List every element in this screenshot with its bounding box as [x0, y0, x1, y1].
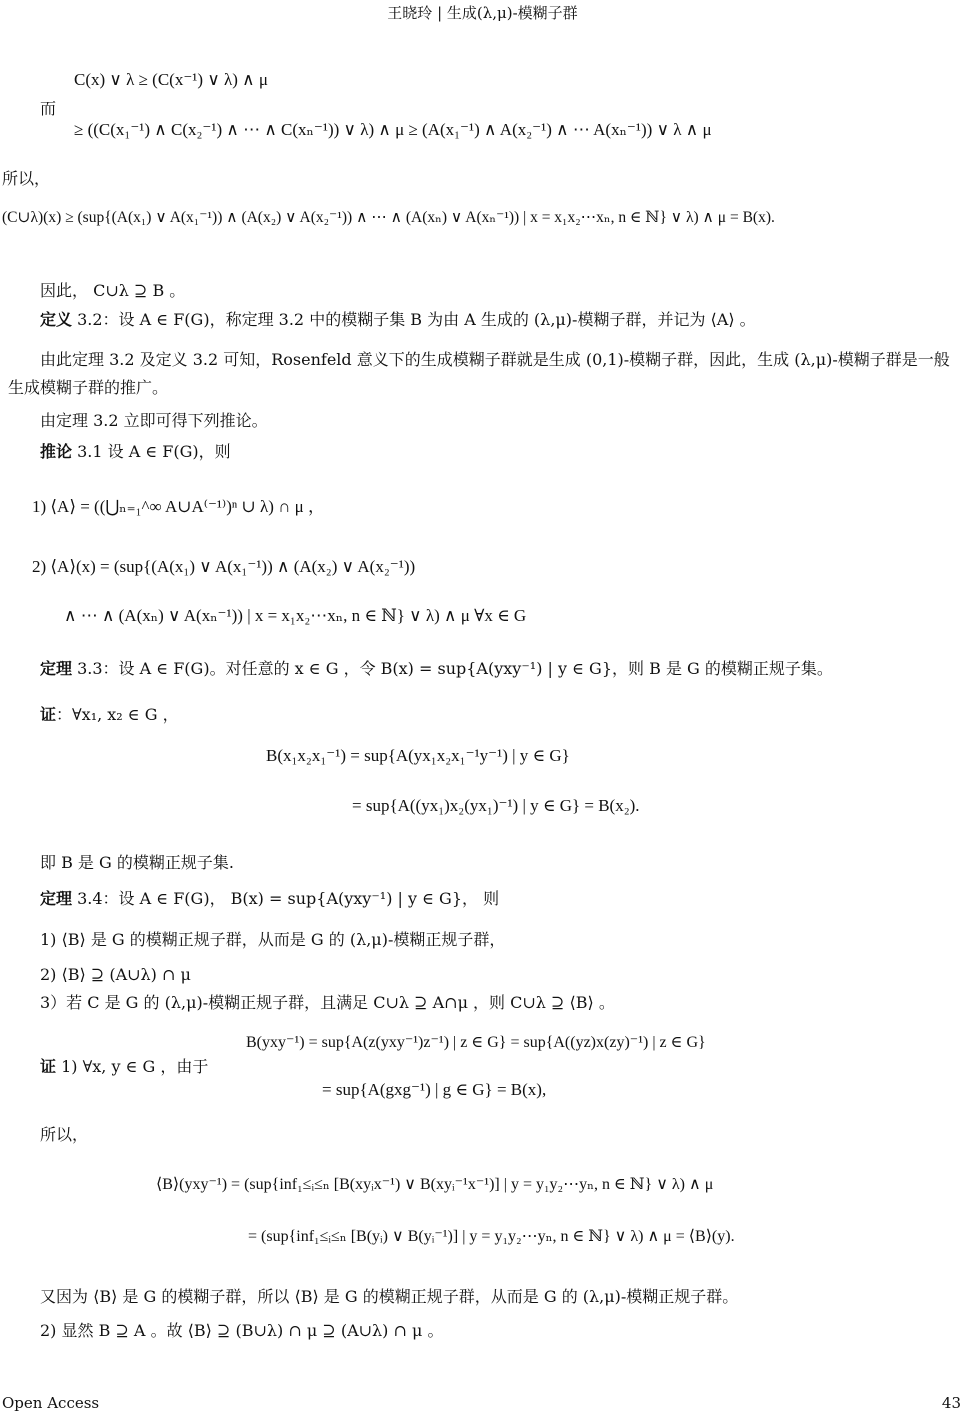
corollary-label: 推论: [40, 442, 73, 461]
corollary-text: 3.1 设 A ∈ F(G)，则: [72, 442, 231, 461]
corollary-item-1: 1) ⟨A⟩ = ((⋃ₙ₌₁^∞ A∪A⁽⁻¹⁾)ⁿ ∪ λ) ∩ μ ，: [32, 497, 325, 516]
proof-3-3-eq2: = sup{A((yx₁)x₂(yx₁)⁻¹) | y ∈ G} = B(x₂).: [352, 796, 640, 815]
corollary-3-1: [40, 441, 231, 463]
proof-3-3-eq1: B(x₁x₂x₁⁻¹) = sup{A(yx₁x₂x₁⁻¹y⁻¹) | y ∈ G}: [266, 746, 570, 765]
theorem-3-4-label: 定理: [40, 889, 73, 908]
footer-page-number: 43: [941, 1394, 961, 1412]
corollary-item-2a: 2) ⟨A⟩(x) = (sup{(A(x₁) ∨ A(x₁⁻¹)) ∧ (A(x₂) ∨ A(x₂⁻¹)): [32, 557, 416, 576]
theorem-3-3-label: 定理: [40, 659, 73, 678]
eq-top-label: 而: [40, 99, 57, 118]
definition-label: 定义: [40, 310, 73, 329]
proof-3-4: [40, 1056, 208, 1078]
paragraph-rosenfeld: 由此定理 3.2 及定义 3.2 可知，Rosenfeld 意义下的生成模糊子群就是生成 (0,1)-模糊子群，因此，生成 (λ,μ)-模糊子群是一般生成模糊子群的推广。: [8, 350, 950, 397]
eq-sup: (C∪λ)(x) ≥ (sup{(A(x₁) ∨ A(x₁⁻¹)) ∧ (A(x₂) ∨ A(x₂⁻¹)) ∧ ⋯ ∧ (A(xₙ) ∨ A(xₙ⁻¹)) | x = x₁x₂⋯xₙ, n ∈ ℕ} ∨ λ) ∧ μ = B(x).: [2, 209, 775, 226]
corollary-item-2b: ∧ ⋯ ∧ (A(xₙ) ∨ A(xₙ⁻¹)) | x = x₁x₂⋯xₙ, n ∈ ℕ} ∨ λ) ∧ μ ∀x ∈ G: [64, 606, 527, 625]
eq-top-line1: C(x) ∨ λ ≥ (C(x⁻¹) ∨ λ) ∧ μ: [74, 70, 268, 89]
proof-3-3: [40, 704, 179, 726]
theorem-3-4-item-1: 1) ⟨B⟩ 是 G 的模糊正规子群，从而是 G 的 (λ,μ)-模糊正规子群，: [40, 930, 506, 949]
definition-text: 3.2：设 A ∈ F(G)，称定理 3.2 中的模糊子集 B 为由 A 生成的 (λ,μ)-模糊子群，并记为 ⟨A⟩ 。: [72, 310, 756, 329]
theorem-3-4-item-3: 3）若 C 是 G 的 (λ,μ)-模糊正规子群，且满足 C∪λ ⊇ A∩μ ，则 C∪λ ⊇ ⟨B⟩ 。: [40, 993, 615, 1012]
proof-3-3-label: 证: [40, 705, 57, 724]
paragraph-normal-subgroup: 又因为 ⟨B⟩ 是 G 的模糊子群，所以 ⟨B⟩ 是 G 的模糊正规子群，从而是 G 的 (λ,μ)-模糊正规子群。: [40, 1287, 739, 1306]
definition-3-2: [40, 309, 756, 331]
proof-3-4-eq1: B(yxy⁻¹) = sup{A(z(yxy⁻¹)z⁻¹) | z ∈ G} = sup{A((yz)x(zy)⁻¹) | z ∈ G}: [246, 1034, 706, 1051]
suoyi-2: 所以，: [40, 1125, 89, 1144]
theorem-3-4-item-2: 2) ⟨B⟩ ⊇ (A∪λ) ∩ μ: [40, 965, 191, 984]
paragraph-corollary-intro: 由定理 3.2 立即可得下列推论。: [40, 411, 268, 430]
footer-open-access: Open Access: [2, 1394, 100, 1412]
proof-3-4-text: 1) ∀x, y ∈ G ，由于: [56, 1057, 209, 1076]
eq-bracket-b-2: = (sup{inf₁≤ᵢ≤ₙ [B(yᵢ) ∨ B(yᵢ⁻¹)] | y = y₁y₂⋯yₙ, n ∈ ℕ} ∨ λ) ∧ μ = ⟨B⟩(y).: [248, 1228, 735, 1245]
yinci-line: 因此， C∪λ ⊇ B 。: [40, 281, 186, 300]
theorem-3-3: [40, 658, 833, 680]
theorem-3-4-text: 3.4：设 A ∈ F(G)， B(x) = sup{A(yxy⁻¹) | y ∈ G}， 则: [72, 889, 500, 908]
suoyi-1: 所以，: [2, 169, 51, 188]
eq-top-line2: ≥ ((C(x₁⁻¹) ∧ C(x₂⁻¹) ∧ ⋯ ∧ C(xₙ⁻¹)) ∨ λ) ∧ μ ≥ (A(x₁⁻¹) ∧ A(x₂⁻¹) ∧ ⋯ A(xₙ⁻¹)) ∨ λ ∧ μ: [74, 120, 712, 139]
proof-3-4-eq2: = sup{A(gxg⁻¹) | g ∈ G} = B(x),: [322, 1080, 547, 1099]
page-header: 王晓玲 | 生成(λ,μ)-模糊子群: [387, 4, 578, 22]
proof-3-4-label: 证: [40, 1057, 57, 1076]
theorem-3-4: [40, 888, 499, 910]
ji-line: 即 B 是 G 的模糊正规子集.: [40, 853, 234, 872]
proof-3-3-text: ：∀x₁, x₂ ∈ G ，: [56, 705, 179, 724]
eq-bracket-b-1: ⟨B⟩(yxy⁻¹) = (sup{inf₁≤ᵢ≤ₙ [B(xyᵢx⁻¹) ∨ B(xyᵢ⁻¹x⁻¹)] | y = y₁y₂⋯yₙ, n ∈ ℕ} ∨ λ) ∧ μ: [156, 1176, 714, 1193]
paragraph-item-2: 2) 显然 B ⊇ A 。故 ⟨B⟩ ⊇ (B∪λ) ∩ μ ⊇ (A∪λ) ∩ μ 。: [40, 1321, 444, 1340]
theorem-3-3-text: 3.3：设 A ∈ F(G)。对任意的 x ∈ G ，令 B(x) = sup{A(yxy⁻¹) | y ∈ G}，则 B 是 G 的模糊正规子集。: [72, 659, 833, 678]
